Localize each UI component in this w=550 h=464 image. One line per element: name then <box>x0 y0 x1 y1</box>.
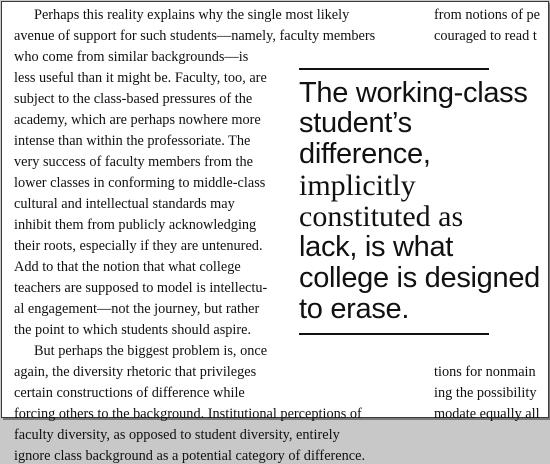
body-line: certain constructions of difference while <box>14 385 245 401</box>
body-line: their roots, especially if they are untenured. <box>14 238 263 254</box>
body-line: al engagement—not the journey, but rather <box>14 301 260 317</box>
body-line: from notions of pe <box>434 7 541 23</box>
body-line: who come from similar backgrounds—is <box>14 49 249 65</box>
body-line: subject to the class-based pressures of the <box>14 91 253 107</box>
pull-quote-bottom-rule <box>299 333 489 335</box>
body-line: But perhaps the biggest problem is, once <box>34 343 268 359</box>
pull-quote-line: implicitly <box>299 169 416 202</box>
pull-quote-line: lack, is what <box>299 231 454 263</box>
body-line: intense than within the professoriate. The <box>14 133 251 149</box>
body-line: less useful than it might be. Faculty, too, are <box>14 70 267 86</box>
body-line: ignore class background as a potential category of difference. <box>14 448 366 464</box>
pull-quote-line: student’s <box>299 107 412 139</box>
body-line: modate equally all <box>434 406 540 422</box>
pull-quote-line: difference, <box>299 138 431 170</box>
body-line: teachers are supposed to model is intellectu- <box>14 280 268 296</box>
page-scan <box>1 1 549 464</box>
body-line: ing the possibility <box>434 385 537 401</box>
body-line: couraged to read t <box>434 28 537 44</box>
pull-quote-line: to erase. <box>299 293 410 325</box>
body-line: forcing others to the background. Institutional perceptions of <box>14 406 362 422</box>
pull-quote-line: The working-class <box>299 77 528 109</box>
body-line: academy, which are perhaps nowhere more <box>14 112 261 128</box>
body-line: the point to which students should aspire. <box>14 322 252 338</box>
body-line: Add to that the notion that what college <box>14 259 241 275</box>
body-line: lower classes in conforming to middle-class <box>14 175 266 191</box>
pull-quote-top-rule <box>299 68 489 70</box>
body-line: again, the diversity rhetoric that privileges <box>14 364 257 380</box>
body-line: cultural and intellectual standards may <box>14 196 235 212</box>
body-line: tions for nonmain <box>434 364 536 380</box>
pull-quote-line: college is designed <box>299 262 540 294</box>
body-line: faculty diversity, as opposed to student diversity, entirely <box>14 427 340 443</box>
body-line: Perhaps this reality explains why the single most likely <box>34 7 350 23</box>
body-line: very success of faculty members from the <box>14 154 253 170</box>
body-line: avenue of support for such students—namely, faculty members <box>14 28 376 44</box>
pull-quote-line: constituted as <box>299 200 464 233</box>
body-line: inhibit them from publicly acknowledging <box>14 217 257 233</box>
